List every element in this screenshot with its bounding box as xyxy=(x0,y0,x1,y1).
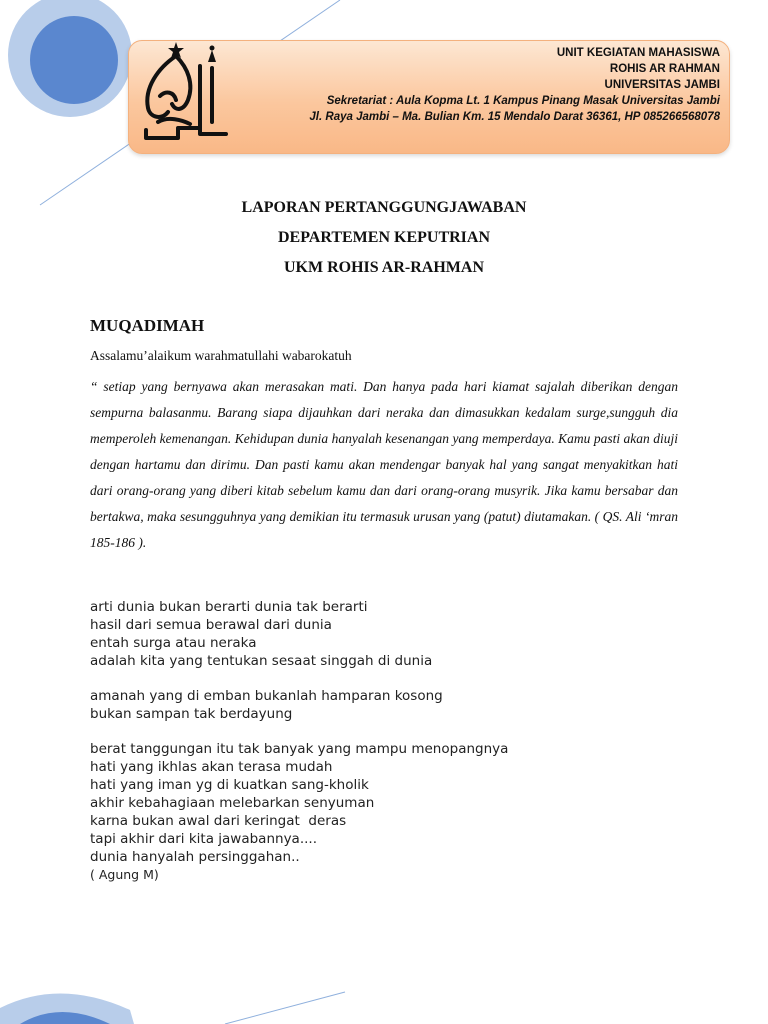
document-department: DEPARTEMEN KEPUTRIAN xyxy=(277,229,491,246)
document-organization: UKM ROHIS AR-RAHMAN xyxy=(284,259,484,276)
poem-author: ( Agung M) xyxy=(90,867,159,882)
poem-stanza-2 xyxy=(90,687,690,723)
document-title: LAPORAN PERTANGGUNGJAWABAN xyxy=(241,199,527,216)
poem-line: amanah yang di emban bukanlah hamparan kosong xyxy=(90,688,443,704)
poem-line: akhir kebahagiaan melebarkan senyuman xyxy=(90,795,375,811)
poem-line: berat tanggungan itu tak banyak yang mampu menopangnya xyxy=(90,741,509,757)
poem-line: adalah kita yang tentukan sesaat singgah di dunia xyxy=(90,653,433,669)
section-heading: MUQADIMAH xyxy=(90,316,205,335)
org-name: ROHIS AR RAHMAN xyxy=(609,63,720,75)
poem-line: bukan sampan tak berdayung xyxy=(90,706,293,722)
poem-line: hati yang ikhlas akan terasa mudah xyxy=(90,759,333,775)
document-title-block xyxy=(0,193,768,283)
poem-line: tapi akhir dari kita jawabannya.... xyxy=(90,831,317,847)
decor-line-bottom xyxy=(225,992,345,1024)
org-address: Jl. Raya Jambi – Ma. Bulian Km. 15 Mendalo Darat 36361, HP 085266568078 xyxy=(309,111,720,123)
organization-info xyxy=(309,45,720,125)
poem-stanza-1 xyxy=(90,598,690,670)
poem-line: karna bukan awal dari keringat deras xyxy=(90,813,347,829)
org-secretariat: Sekretariat : Aula Kopma Lt. 1 Kampus Pinang Masak Universitas Jambi xyxy=(326,95,720,107)
organization-logo xyxy=(138,38,234,144)
poem-line: entah surga atau neraka xyxy=(90,635,257,651)
poem-line: hasil dari semua berawal dari dunia xyxy=(90,617,332,633)
poem-line: dunia hanyalah persinggahan.. xyxy=(90,849,300,865)
poem-line: arti dunia bukan berarti dunia tak berarti xyxy=(90,599,368,615)
org-university: UNIVERSITAS JAMBI xyxy=(604,79,720,91)
decor-circle-inner xyxy=(30,16,118,104)
poem-line: hati yang iman yg di kuatkan sang-kholik xyxy=(90,777,369,793)
quran-quote: “ setiap yang bernyawa akan merasakan mati. Dan hanya pada hari kiamat sajalah diberikan dengan sempurna balasanmu. Barang siapa dijauhkan dari neraka dan dimasukkan kedalam surge,sungguh dia memperoleh kemenangan. Kehidupan dunia hanyalah kesenangan yang memperdaya. Kamu pasti akan diuji dengan hartamu dan dirimu. Dan pasti kamu akan mendengar banyak hal yang sangat menyakitkan hati dari orang-orang yang diberi kitab sebelum kamu dan dari orang-orang musyrik. Jika kamu bersabar dan bertakwa, maka sesungguhnya yang demikian itu termasuk urusan yang (patut) diutamakan. ( QS. Ali ‘mran 185-186 ). xyxy=(90,379,678,550)
greeting-text: Assalamu’alaikum warahmatullahi wabarokatuh xyxy=(90,348,352,363)
poem-stanza-3 xyxy=(90,740,690,884)
poem xyxy=(90,598,690,884)
org-unit-name: UNIT KEGIATAN MAHASISWA xyxy=(556,47,720,59)
